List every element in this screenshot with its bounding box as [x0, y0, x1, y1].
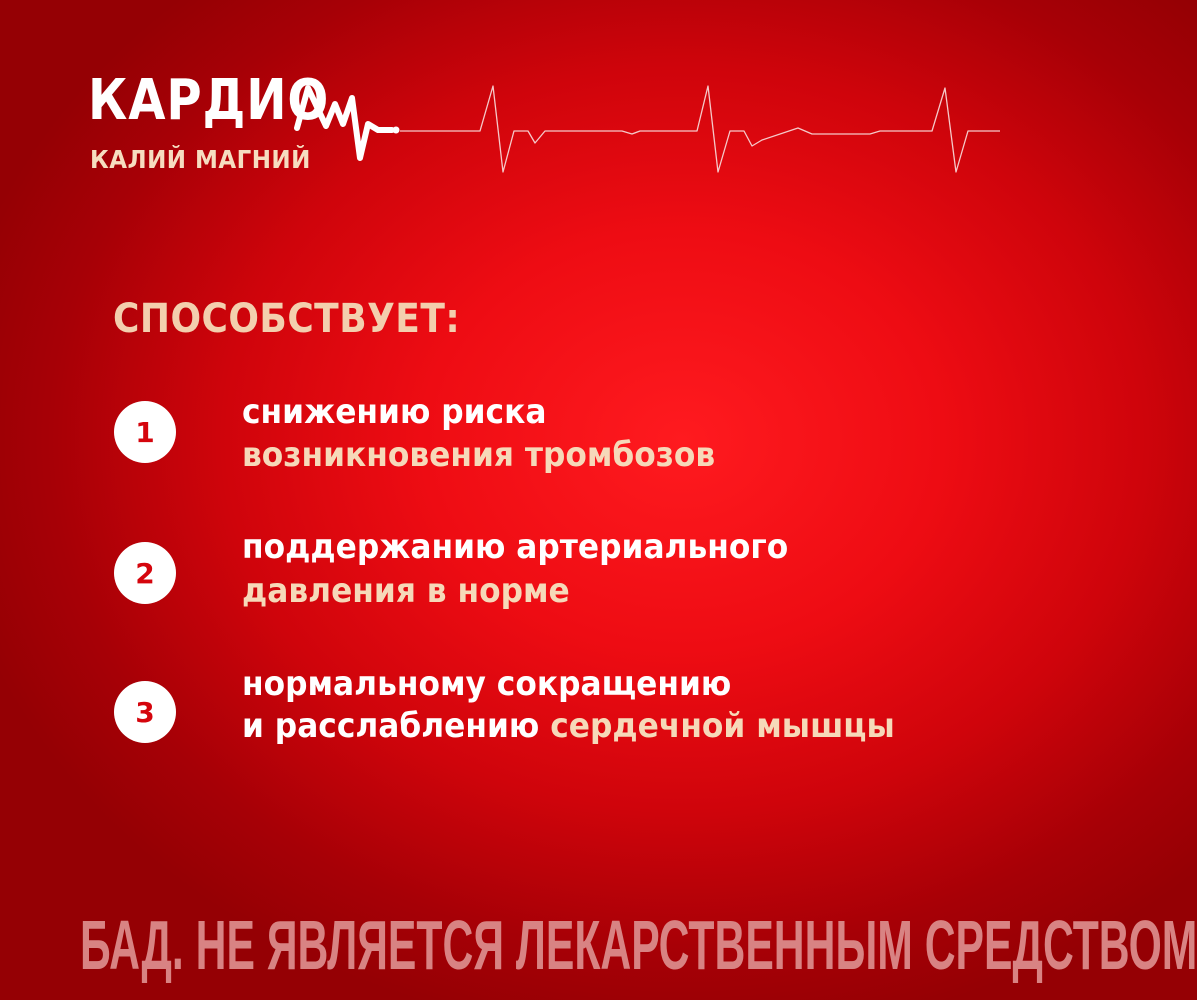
brand-logo-subtitle: КАЛИЙ МАГНИЙ	[90, 145, 311, 174]
number-badge-3: 3	[114, 681, 176, 743]
item-3-line-1: нормальному сокращению	[242, 664, 732, 704]
supplement-disclaimer: БАД. НЕ ЯВЛЯЕТСЯ ЛЕКАРСТВЕННЫМ СРЕДСТВОМ	[80, 906, 1197, 984]
number-badge-2: 2	[114, 542, 176, 604]
item-1-line-1: снижению риска	[242, 392, 547, 432]
item-2-line-1: поддержанию артериального	[242, 527, 789, 567]
number-badge-1: 1	[114, 401, 176, 463]
item-3-line-2-part-b: сердечной мышцы	[550, 706, 895, 746]
item-1-line-2: возникновения тромбозов	[242, 435, 716, 475]
item-3-line-2-part-a: и расслаблению	[242, 706, 551, 746]
item-3-line-2	[242, 706, 895, 746]
benefits-heading: СПОСОБСТВУЕТ:	[113, 296, 461, 342]
item-2-line-2: давления в норме	[242, 571, 570, 611]
brand-logo-title: КАРДИО	[88, 68, 330, 133]
